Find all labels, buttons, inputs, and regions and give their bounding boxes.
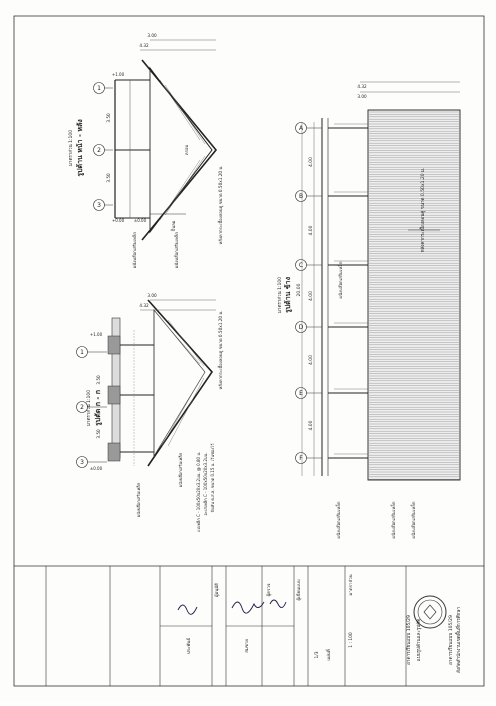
side-dim-top-1: 4.32 xyxy=(357,84,367,89)
front-level-2: ±0.00 xyxy=(133,218,147,223)
front-level-left: +1.00 xyxy=(111,72,125,77)
tb-project-2: อาคารเรียนแบบ 105/29 xyxy=(407,615,412,665)
agency-emblem-icon xyxy=(414,596,446,628)
section-note-5: ผนังบล๊อกเสริมเหล็ก xyxy=(136,482,141,518)
tb-scale-label: มาตราส่วน xyxy=(349,574,354,596)
front-label-1: ผนังบล๊อกเสริมเหล็ก xyxy=(132,232,137,268)
tb-project: อาคารเรียนแบบ 105/29 xyxy=(449,615,454,665)
section-grid-bubble-1: 1 xyxy=(80,349,84,356)
front-gable-label: ปั้นลม xyxy=(171,220,176,232)
section-note-1: จันทัน ค.ส.ล. ขนาด 0.15 ม. เว้นช่องไว้ xyxy=(210,443,215,513)
section-dim-top-1: 4.32 xyxy=(139,303,149,308)
section-note-2: อะเสเหล็ก C - 100x50x20x3.2มม. xyxy=(203,452,208,516)
section-title: รูปตัด ก - ก xyxy=(94,390,102,426)
tb-agency: สังกัดสำนักงานเขตพื้นที่การศึกษา xyxy=(457,606,462,674)
grid-bubble-a: A xyxy=(298,125,304,132)
grid-bubble-e: E xyxy=(299,390,303,397)
side-roof-note: หลังคากระเบื้องลอนคู่ ขนาด 0.50x1.20 ม. xyxy=(421,167,426,253)
grid-bubble-f: F xyxy=(299,455,303,462)
side-bay-dim: 4.00 xyxy=(309,225,314,236)
title-block xyxy=(46,566,446,686)
grid-bubble-d: D xyxy=(298,324,304,331)
section-bay-1: 3.50 xyxy=(96,375,101,385)
section-level-1: +1.00 xyxy=(89,332,103,337)
front-scale: มาตราส่วน 1:100 xyxy=(69,129,74,167)
side-bay-dim: 4.00 xyxy=(309,156,314,168)
front-title: รูปด้าน หน้า - หลัง xyxy=(76,119,84,177)
front-label-2: ผนังบล๊อกเสริมเหล็ก xyxy=(174,232,179,268)
tb-sig-2: ประพันธ์ xyxy=(187,637,192,655)
tb-check-label: ผู้ตรวจ xyxy=(267,583,272,597)
side-label-1: ผนังบล๊อกเสริมเหล็ก xyxy=(339,261,344,299)
front-level-1: +0.00 xyxy=(111,218,125,223)
section-scale: มาตราส่วน 1:100 xyxy=(87,389,92,427)
front-dim-top-1: 4.32 xyxy=(139,43,149,48)
front-bay-2: 3.50 xyxy=(106,173,111,183)
tb-sheet-label: แผ่นที่ xyxy=(327,649,332,661)
tb-scale-value: 1 : 100 xyxy=(349,632,354,648)
side-bay-dim: 4.00 xyxy=(309,354,314,366)
tb-sig-1: สมชาย xyxy=(245,639,250,653)
grid-bubble-b: B xyxy=(298,193,304,200)
side-label-2: ผนังบล๊อกเสริมเหล็ก xyxy=(337,501,342,539)
front-ridge-note: ครอบ xyxy=(184,144,189,156)
grid-bubble-c: C xyxy=(298,262,304,269)
section-note-3: แปเหล็ก C - 100x50x20x3.2มม. @ 0.80 ม. xyxy=(196,451,201,533)
section-level-2: ±0.00 xyxy=(89,466,103,471)
side-bay-dim: 4.00 xyxy=(309,420,314,431)
section-grid-bubble-2: 2 xyxy=(80,404,84,411)
side-scale: มาตราส่วน 1:100 xyxy=(278,276,283,314)
tb-drawing: แบบรูปด้านและรูปตัด xyxy=(417,618,422,662)
front-dim-top-2: 3.00 xyxy=(147,33,157,38)
section-grid-bubble-3: 3 xyxy=(80,459,84,466)
section-bay-2: 3.50 xyxy=(96,429,101,439)
front-grid-bubble-2: 2 xyxy=(97,147,101,154)
tb-drawn-label: ผู้เขียนแบบ xyxy=(297,579,302,601)
front-back-elevation xyxy=(94,40,217,240)
front-grid-bubble-1: 1 xyxy=(97,85,101,92)
side-total-dim: 20.00 xyxy=(297,283,302,297)
side-elevation xyxy=(296,82,461,480)
section-roof-note: หลังคากระเบื้องลอนคู่ ขนาด 0.50x1.20 ม. xyxy=(218,310,223,390)
tb-approve-label: ผู้อนุมัติ xyxy=(215,583,220,597)
side-title: รูปด้าน ข้าง xyxy=(284,276,292,314)
side-label-3: ผนังบล๊อกเสริมเหล็ก xyxy=(392,501,397,539)
side-label-4: ผนังบล๊อกเสริมเหล็ก xyxy=(412,501,417,539)
section-dim-top-2: 3.00 xyxy=(147,293,157,298)
tb-sheet-value: 1/3 xyxy=(315,651,320,659)
side-dim-top-2: 3.00 xyxy=(357,94,367,99)
front-roof-note: หลังคากระเบื้องลอนคู่ ขนาด 0.50x1.20 ม. xyxy=(218,165,223,245)
front-bay-1: 3.50 xyxy=(106,113,111,123)
side-bay-dim: 4.00 xyxy=(309,290,314,302)
section-note-4: ผนังบล๊อกเสริมเหล็ก xyxy=(178,452,183,488)
front-grid-bubble-3: 3 xyxy=(97,202,101,209)
